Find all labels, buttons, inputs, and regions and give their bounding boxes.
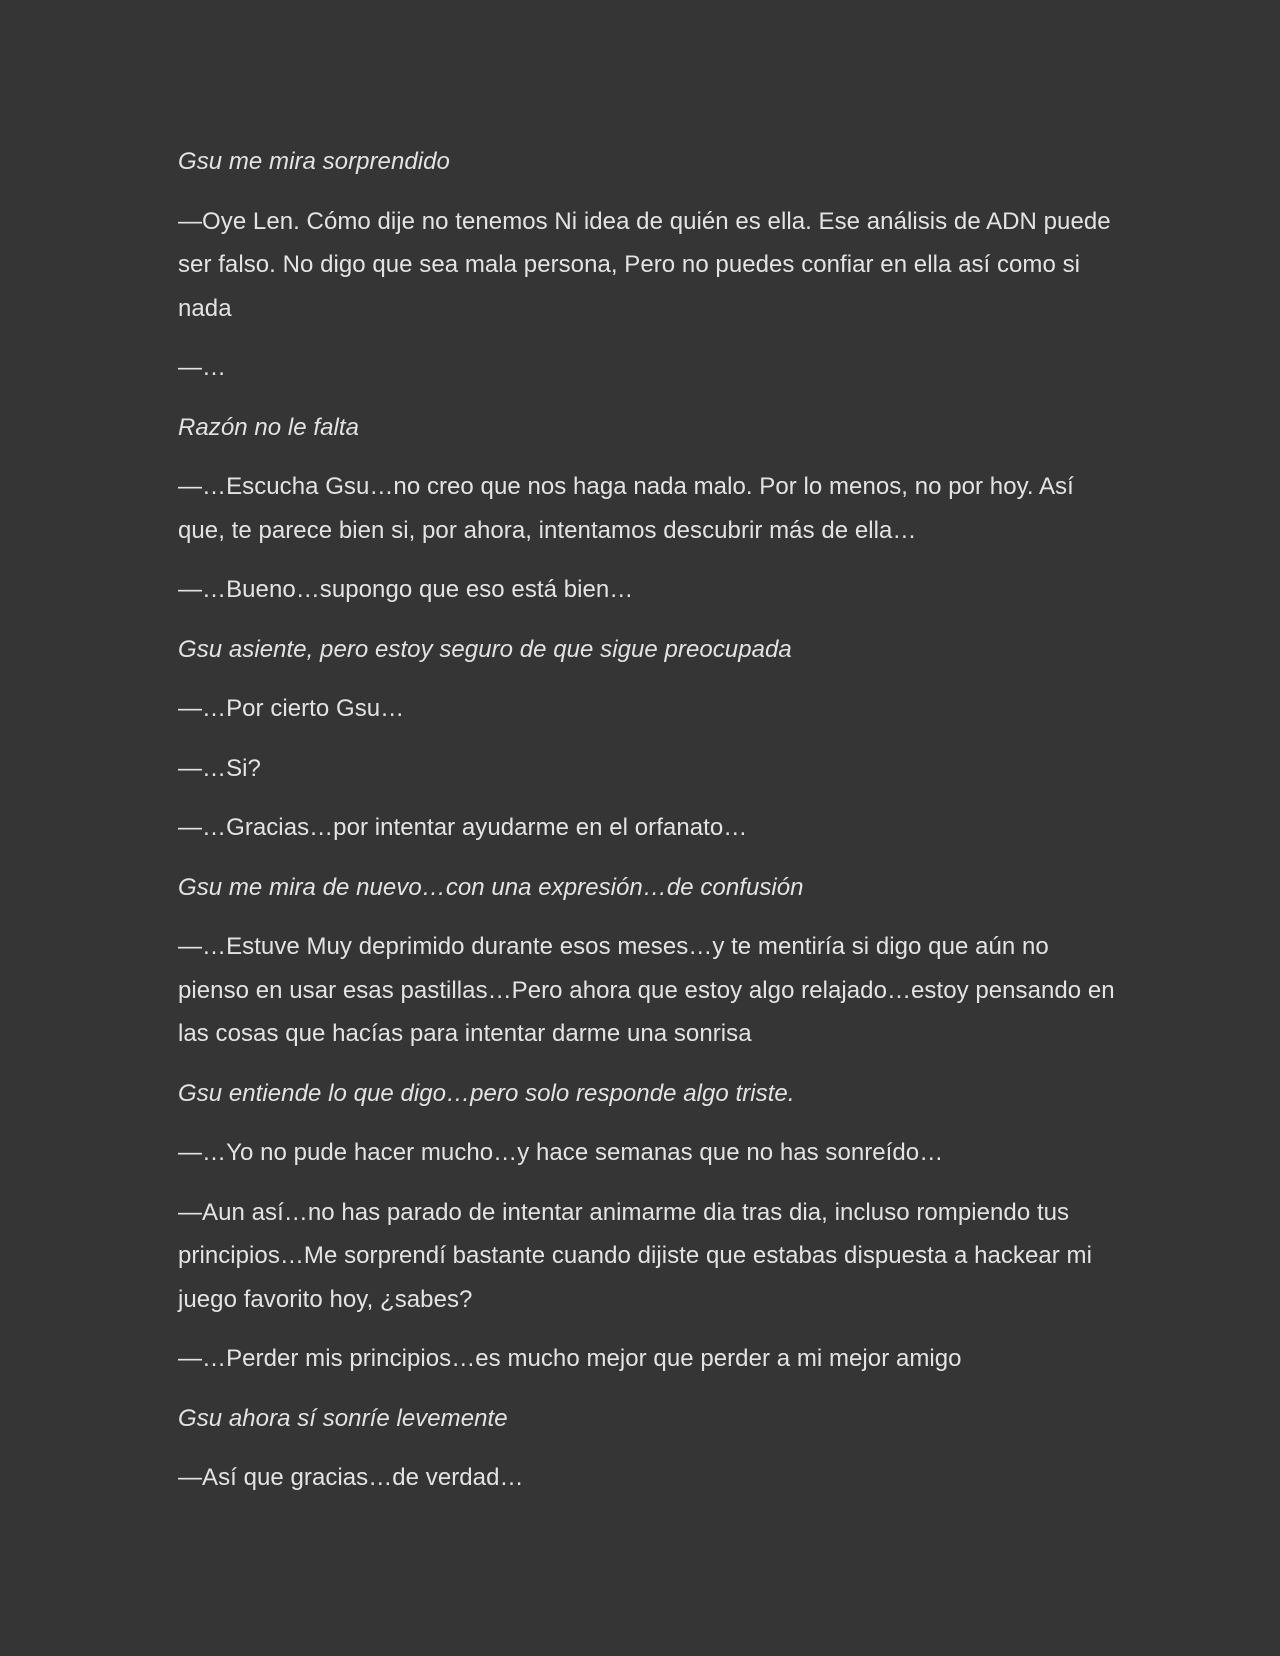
narration-paragraph: Gsu me mira de nuevo…con una expresión…de confusión: [178, 873, 804, 901]
dialogue-paragraph: —…Perder mis principios…es mucho mejor que perder a mi mejor amigo: [178, 1345, 962, 1372]
story-text: [178, 140, 1118, 1516]
narration-paragraph: Gsu entiende lo que digo…pero solo responde algo triste.: [178, 1079, 795, 1107]
narration-paragraph: Gsu ahora sí sonríe levemente: [178, 1404, 508, 1432]
dialogue-paragraph: —…Yo no pude hacer mucho…y hace semanas que no has sonreído…: [178, 1139, 944, 1166]
narration-paragraph: Razón no le falta: [178, 413, 359, 441]
dialogue-paragraph: —…Gracias…por intentar ayudarme en el orfanato…: [178, 814, 748, 841]
dialogue-paragraph: —…Por cierto Gsu…: [178, 695, 405, 722]
dialogue-paragraph: —…Si?: [178, 754, 261, 782]
narration-paragraph: Gsu asiente, pero estoy seguro de que sigue preocupada: [178, 635, 792, 663]
dialogue-paragraph: —…Escucha Gsu…no creo que nos haga nada malo. Por lo menos, no por hoy. Así que, te parece bien si, por ahora, intentamos descubrir más de ella…: [178, 473, 1074, 544]
dialogue-paragraph: —Oye Len. Cómo dije no tenemos Ni idea de quién es ella. Ese análisis de ADN puede ser falso. No digo que sea mala persona, Pero no puedes confiar en ella así como si nada: [178, 207, 1111, 322]
dialogue-paragraph: —…Estuve Muy deprimido durante esos meses…y te mentiría si digo que aún no pienso en usar esas pastillas…Pero ahora que estoy algo relajado…estoy pensando en las cosas que hacías para intentar darme una sonrisa: [178, 933, 1115, 1047]
dialogue-paragraph: —…: [178, 354, 227, 381]
dialogue-paragraph: —Así que gracias…de verdad…: [178, 1464, 524, 1491]
narration-paragraph: Gsu me mira sorprendido: [178, 148, 450, 175]
dialogue-paragraph: —…Bueno…supongo que eso está bien…: [178, 576, 634, 603]
dialogue-paragraph: —Aun así…no has parado de intentar animarme dia tras dia, incluso rompiendo tus principios…Me sorprendí bastante cuando dijiste que estabas dispuesta a hackear mi juego favorito hoy, ¿sabes?: [178, 1198, 1092, 1313]
